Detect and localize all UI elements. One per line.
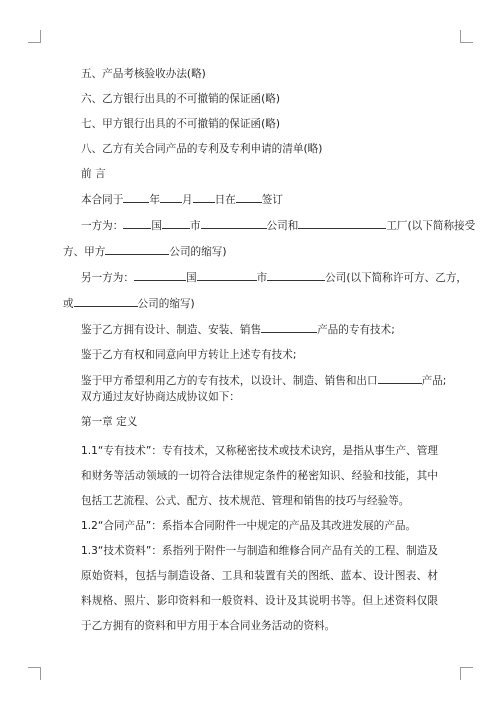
blank-product [261,321,317,333]
party-one-line1: 一方为： 国 市 公司和 工厂(以下简称接受 [63,217,438,234]
crop-mark-bottom-right [460,667,473,680]
crop-mark-top-right [460,30,473,43]
agreement-statement: 双方通过友好协商达成协议如下： [81,391,240,403]
preamble-heading: 前 言 [81,168,106,180]
blank-company [201,217,267,229]
document-body [63,66,476,639]
signing-clause: 本合同于 年 月 日在 签订 [63,191,438,208]
party-one-line2: 方、甲方 公司的缩写) [63,243,438,260]
blank-abbrev [105,243,169,255]
appendix-item-8: 八、乙方有关合同产品的专利及专利申请的清单(略) [81,143,323,155]
appendix-item-5: 五、产品考核验收办法(略) [81,68,206,80]
blank-city [162,217,190,229]
crop-mark-top-left [28,30,41,43]
blank-month [160,191,182,203]
whereas-clause-2: 鉴于乙方有权和同意向甲方转让上述专有技术; [81,349,297,361]
chapter-title: 第一章 定义 [81,416,138,428]
blank-country [134,269,186,281]
blank-day [193,191,215,203]
whereas-clause-3: 鉴于甲方希望利用乙方的专有技术，以设计、制造、销售和出口 产品; [63,372,438,389]
party-two-line1: 另一方为： 国 市 公司(以下简称许可方、乙方， [63,269,438,286]
party-two-line2: 或 公司的缩写) [63,295,438,312]
blank-place [236,191,262,203]
crop-mark-bottom-left [28,667,41,680]
blank-factory [298,217,386,229]
blank-city [197,269,257,281]
blank-country [123,217,151,229]
appendix-item-6: 六、乙方银行出具的不可撤销的保证函(略) [81,93,280,105]
whereas-clause-1: 鉴于乙方拥有设计、制造、安装、销售 产品的专有技术; [63,321,438,338]
blank-abbrev [74,295,138,307]
definition-1-1: 1.1“专有技术”：专有技术，又称秘密技术或技术诀窍，是指从事生产、管理和财务等活动领域的一切符合法律规定条件的秘密知识、经验和技能，其中包括工艺流程、公式、配方、技术规范、管理和销售的技巧与经验等。 [81,445,438,507]
definition-1-2: 1.2“合同产品”：系指本合同附件一中规定的产品及其改进发展的产品。 [81,520,417,532]
blank-product [378,372,422,384]
blank-year [123,191,149,203]
appendix-item-7: 七、甲方银行出具的不可撤销的保证函(略) [81,118,280,130]
blank-company [267,269,325,281]
definition-1-3: 1.3“技术资料”：系指列于附件一与制造和维修合同产品有关的工程、制造及原始资料，包括与制造设备、工具和装置有关的图纸、蓝本、设计图表、材料规格、照片、影印资料和一般资料、设计及其说明书等。但上述资料仅限于乙方拥有的资料和甲方用于本合同业务活动的资料。 [81,545,438,632]
